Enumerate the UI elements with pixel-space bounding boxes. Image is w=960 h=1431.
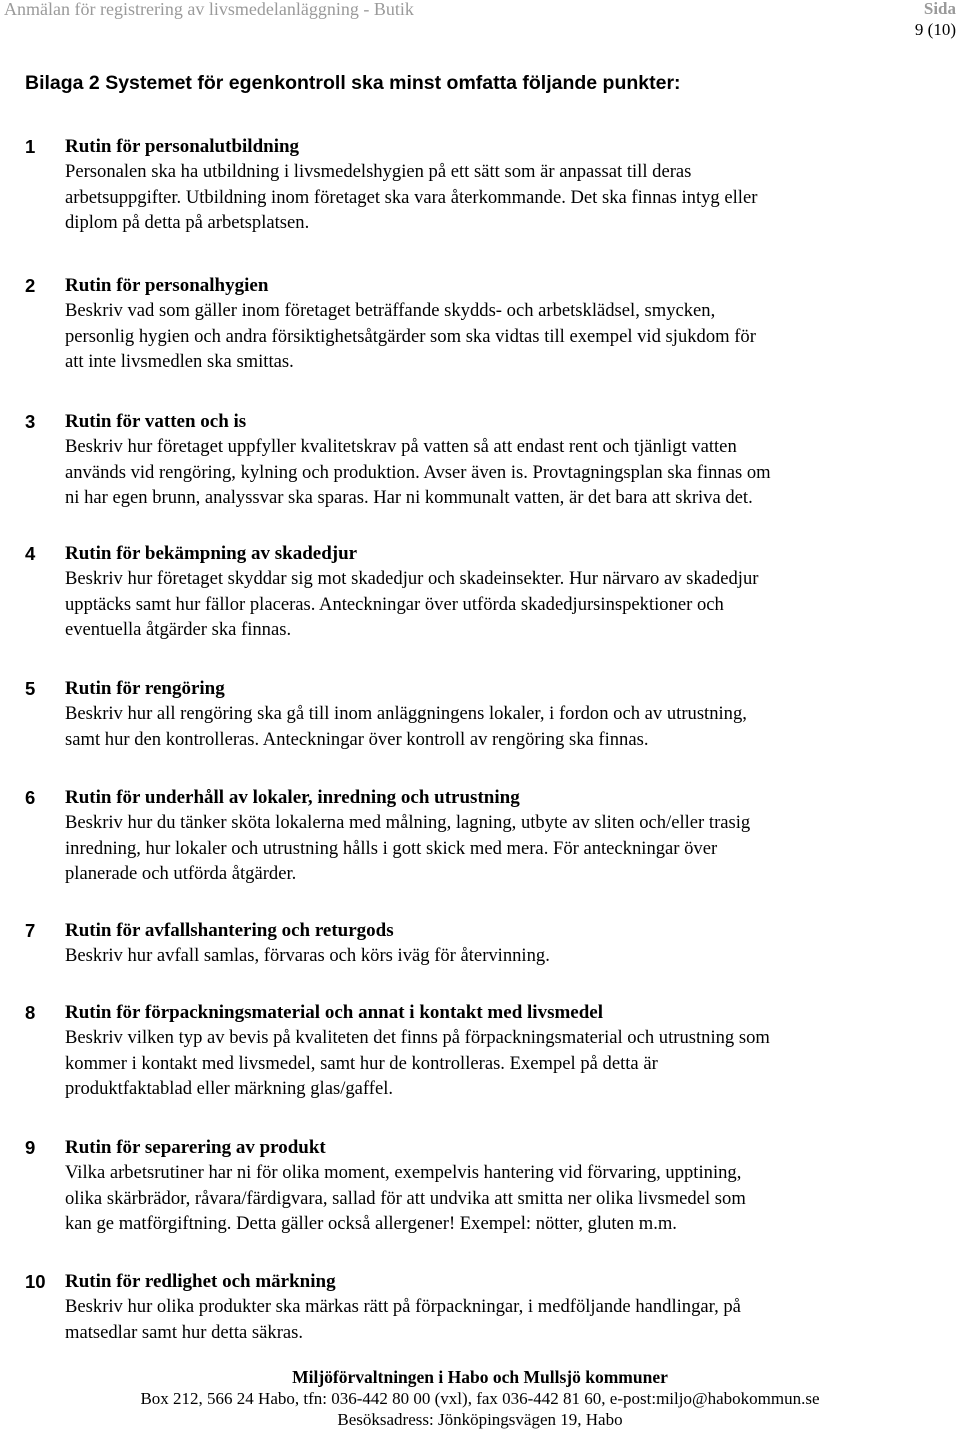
section-body-line: ni har egen brunn, analyssvar ska sparas. Har ni kommunalt vatten, är det bara att skriva det.: [65, 487, 753, 509]
section-body-line: Beskriv hur olika produkter ska märkas rätt på förpackningar, i medföljande handlingar, på: [65, 1296, 741, 1317]
section-body-line: olika skärbrädor, råvara/färdigvara, sallad för att undvika att smitta ner olika livsmedel som: [65, 1187, 746, 1209]
section-body-line: att inte livsmedlen ska smittas.: [65, 351, 294, 373]
section-body-line: arbetsuppgifter. Utbildning inom företaget ska vara återkommande. Det ska finnas intyg eller: [65, 186, 758, 208]
section-number: 7: [25, 920, 36, 941]
section-body-line: Beskriv hur företaget skyddar sig mot skadedjur och skadeinsekter. Hur närvaro av skadedjur: [65, 568, 759, 589]
section-body: [65, 159, 945, 236]
section-body-line: Beskriv hur företaget uppfyller kvalitetskrav på vatten så att endast rent och tjänligt vatten: [65, 436, 737, 457]
section-body: [65, 1025, 945, 1102]
section-number: 3: [25, 411, 36, 432]
section-body-line: kan ge matförgiftning. Detta gäller också allergener! Exempel: nötter, gluten m.m.: [65, 1213, 677, 1235]
document-title: Anmälan för registrering av livsmedelanläggning - Butik: [4, 0, 414, 19]
section-title: Rutin för avfallshantering och returgods: [65, 920, 394, 941]
section-title: Rutin för bekämpning av skadedjur: [65, 543, 358, 564]
section-title: Rutin för förpackningsmaterial och annat i kontakt med livsmedel: [65, 1002, 604, 1023]
section-body: [65, 810, 945, 887]
section-body-line: produktfaktablad eller märkning glas/gaffel.: [65, 1078, 394, 1100]
sida-label: Sida: [923, 0, 956, 18]
section-body: [65, 298, 945, 375]
section-body-line: planerade och utförda åtgärder.: [65, 863, 297, 885]
section-body: [65, 701, 945, 752]
section-body-line: diplom på detta på arbetsplatsen.: [65, 212, 310, 234]
section-body-line: Beskriv hur du tänker sköta lokalerna med målning, lagning, utbyte av sliten och/eller trasig: [65, 812, 751, 833]
section-number: 10: [25, 1271, 46, 1292]
section-title: Rutin för redlighet och märkning: [65, 1271, 336, 1292]
section-body-line: Beskriv hur all rengöring ska gå till inom anläggningens lokaler, i fordon och av utrustning,: [65, 703, 747, 724]
section-number: 8: [25, 1002, 36, 1023]
section-number: 9: [25, 1137, 36, 1158]
section-body: [65, 943, 945, 969]
section-number: 5: [25, 678, 36, 699]
section-body-line: används vid rengöring, kylning och produktion. Avser även is. Provtagningsplan ska finnas om: [65, 461, 771, 483]
section-title: Rutin för vatten och is: [65, 411, 247, 432]
page-number: 9 (10): [914, 20, 956, 39]
page-indicator: [836, 0, 956, 41]
section-number: 1: [25, 136, 36, 157]
section-body-line: kommer i kontakt med livsmedel, samt hur de kontrolleras. Exempel på detta är: [65, 1052, 658, 1074]
page-title: Bilaga 2 Systemet för egenkontroll ska minst omfatta följande punkter:: [25, 72, 681, 94]
section-body: [65, 434, 945, 511]
section-body: [65, 1160, 945, 1237]
footer-contact: Box 212, 566 24 Habo, tfn: 036-442 80 00 (vxl), fax 036-442 81 60, e-post:miljo@habokommun.se: [140, 1389, 820, 1408]
section-body-line: eventuella åtgärder ska finnas.: [65, 619, 292, 641]
section-title: Rutin för personalhygien: [65, 275, 269, 296]
section-number: 6: [25, 787, 36, 808]
section-body-line: upptäcks samt hur fällor placeras. Anteckningar över utförda skadedjursinspektioner och: [65, 593, 724, 615]
section-body: [65, 566, 945, 643]
section-title: Rutin för rengöring: [65, 678, 225, 699]
section-body-line: Personalen ska ha utbildning i livsmedelshygien på ett sätt som är anpassat till deras: [65, 161, 692, 182]
section-body: [65, 1294, 945, 1345]
section-number: 4: [25, 543, 36, 564]
section-body-line: samt hur den kontrolleras. Anteckningar över kontroll av rengöring ska finnas.: [65, 728, 649, 750]
section-body-line: inredning, hur lokaler och utrustning hålls i gott skick med mera. För anteckningar över: [65, 837, 718, 859]
section-number: 2: [25, 275, 36, 296]
section-body-line: matsedlar samt hur detta säkras.: [65, 1321, 304, 1343]
section-body-line: Beskriv vad som gäller inom företaget beträffande skydds- och arbetsklädsel, smycken,: [65, 300, 716, 321]
footer-address: Besöksadress: Jönköpingsvägen 19, Habo: [337, 1410, 623, 1429]
section-title: Rutin för separering av produkt: [65, 1137, 326, 1158]
section-body-line: Beskriv hur avfall samlas, förvaras och körs iväg för återvinning.: [65, 945, 550, 966]
section-body-line: Beskriv vilken typ av bevis på kvaliteten det finns på förpackningsmaterial och utrustning som: [65, 1027, 770, 1048]
section-title: Rutin för personalutbildning: [65, 136, 300, 157]
footer-organization: Miljöförvaltningen i Habo och Mullsjö kommuner: [292, 1367, 668, 1387]
section-body-line: personlig hygien och andra försiktighetsåtgärder som ska vidtas till exempel vid sjukdom för: [65, 325, 756, 347]
section-title: Rutin för underhåll av lokaler, inredning och utrustning: [65, 787, 520, 808]
section-body-line: Vilka arbetsrutiner har ni för olika moment, exempelvis hantering vid förvaring, upptining,: [65, 1162, 742, 1183]
